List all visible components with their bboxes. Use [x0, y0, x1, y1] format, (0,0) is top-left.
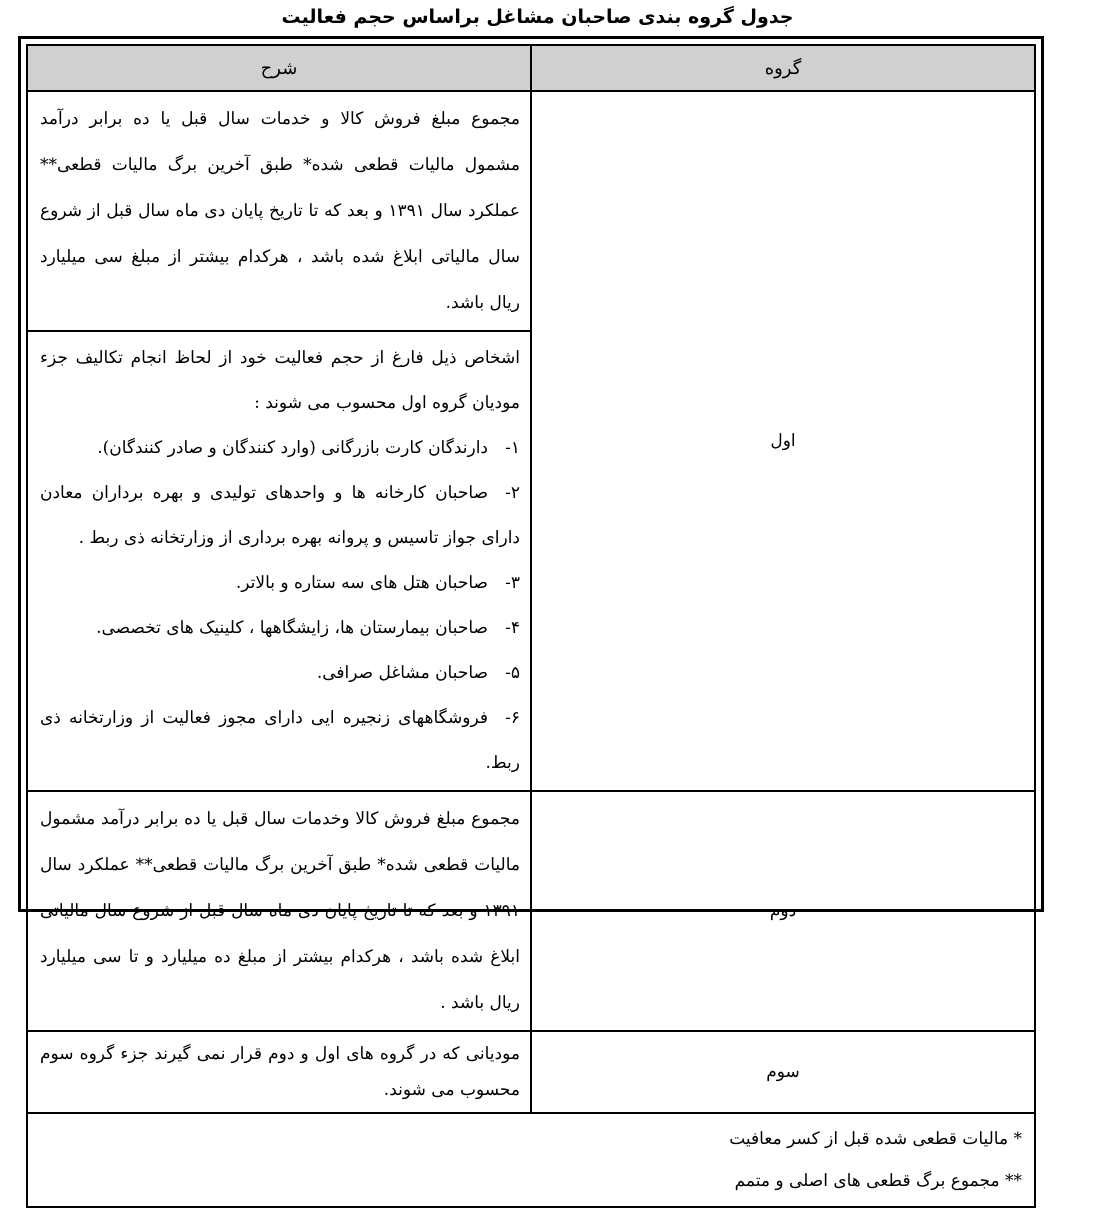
- table-row: [27, 1031, 1035, 1113]
- footnotes-row: [27, 1113, 1035, 1207]
- list-item: [40, 426, 520, 471]
- list-item: [40, 561, 520, 606]
- list-item: [40, 696, 520, 786]
- group-label-first: اول: [531, 91, 1035, 791]
- group-label-third: سوم: [531, 1031, 1035, 1113]
- item-text: دارندگان کارت بازرگانی (وارد کنندگان و صادر کنندگان).: [97, 438, 488, 458]
- footnotes: [27, 1113, 1035, 1207]
- group1-criteria: مجموع مبلغ فروش کالا و خدمات سال قبل یا ده برابر درآمد مشمول مالیات قطعی شده* طبق آخرین برگ مالیات قطعی** عملکرد سال ۱۳۹۱ و بعد که تا تاریخ پایان دی ماه سال قبل از شروع سال مالیاتی ابلاغ شده باشد ، هرکدام بیشتر از مبلغ سی میلیارد ریال باشد.: [27, 91, 531, 331]
- header-group: گروه: [531, 45, 1035, 91]
- group1-special-list: [27, 331, 531, 791]
- header-description: شرح: [27, 45, 531, 91]
- item-number: ۱-: [505, 438, 520, 458]
- grouping-table: [26, 44, 1036, 1208]
- group2-criteria: مجموع مبلغ فروش کالا وخدمات سال قبل یا ده برابر درآمد مشمول مالیات قطعی شده* طبق آخرین برگ مالیات قطعی** عملکرد سال ۱۳۹۱ و بعد که تا تاریخ پایان دی ماه سال قبل از شروع سال مالیاتی ابلاغ شده باشد ، هرکدام بیشتر از مبلغ ده میلیارد و تا سی میلیارد ریال باشد .: [27, 791, 531, 1031]
- item-number: ۵-: [505, 663, 520, 683]
- header-row: [27, 45, 1035, 91]
- table-row: [27, 791, 1035, 1031]
- list-item: [40, 606, 520, 651]
- item-number: ۴-: [505, 618, 520, 638]
- group3-criteria: مودیانی که در گروه های اول و دوم قرار نمی گیرند جزء گروه سوم محسوب می شوند.: [27, 1031, 531, 1113]
- item-number: ۳-: [505, 573, 520, 593]
- item-text: صاحبان بیمارستان ها، زایشگاهها ، کلینیک های تخصصی.: [96, 618, 488, 638]
- list-intro: اشخاص ذیل فارغ از حجم فعالیت خود از لحاظ انجام تکالیف جزء مودیان گروه اول محسوب می شوند :: [40, 348, 520, 413]
- footnote: * مالیات قطعی شده قبل از کسر معافیت: [729, 1129, 1022, 1149]
- item-number: ۶-: [505, 708, 520, 728]
- item-text: صاحبان هتل های سه ستاره و بالاتر.: [235, 573, 488, 593]
- table-frame: [18, 36, 1044, 1191]
- footnote: ** مجموع برگ قطعی های اصلی و متمم: [734, 1171, 1022, 1191]
- list-item: [40, 471, 520, 561]
- item-text: صاحبان کارخانه ها و واحدهای تولیدی و بهره برداران معادن دارای جواز تاسیس و پروانه بهره برداری از وزارتخانه ذی ربط .: [40, 483, 520, 548]
- table-row: [27, 91, 1035, 331]
- item-text: صاحبان مشاغل صرافی.: [316, 663, 488, 683]
- group-label-second: دوم: [531, 791, 1035, 1031]
- item-text: فروشگاههای زنجیره ایی دارای مجوز فعالیت از وزارتخانه ذی ربط.: [40, 708, 520, 773]
- document-title: جدول گروه بندی صاحبان مشاغل براساس حجم فعالیت: [281, 6, 794, 28]
- list-item: [40, 651, 520, 696]
- item-number: ۲-: [505, 483, 520, 503]
